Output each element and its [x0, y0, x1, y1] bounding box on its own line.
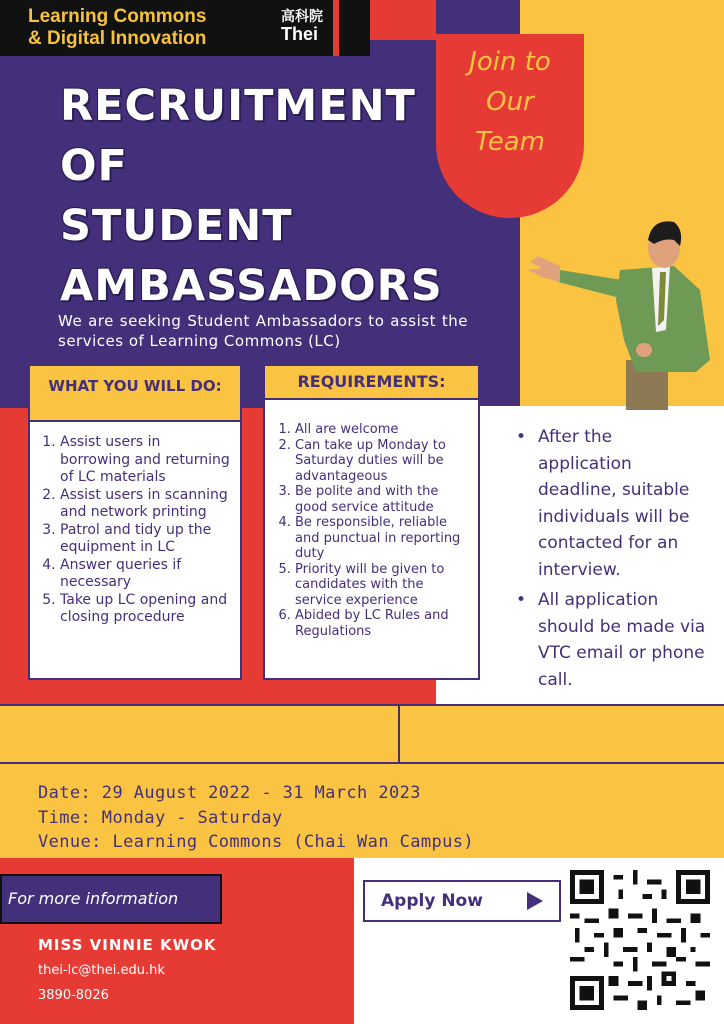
requirement-item: 3. Be polite and with the good service attitude	[295, 484, 470, 515]
what-you-will-do-box	[28, 420, 242, 680]
event-details	[38, 781, 474, 855]
play-arrow-icon	[527, 892, 543, 910]
title-line-4: AMBASSADORS	[60, 261, 443, 311]
date-text: Date: 29 August 2022 - 31 March 2023	[38, 783, 421, 803]
info-item: • All application should be made via VTC email or phone call.	[516, 587, 706, 693]
strip-divider	[398, 704, 400, 764]
requirement-item: 5. Priority will be given to candidates with the service experience	[295, 562, 470, 609]
application-info	[516, 424, 706, 693]
requirements-box	[263, 398, 480, 680]
contact-email[interactable]: thei-lc@thei.edu.hk	[38, 963, 165, 978]
apply-now-button[interactable]	[363, 880, 561, 922]
brand-bar	[333, 0, 339, 56]
yellow-strip	[0, 704, 724, 764]
red-block-top	[370, 0, 436, 40]
page-title	[60, 76, 443, 316]
venue-text: Venue: Learning Commons (Chai Wan Campus)	[38, 832, 475, 852]
contact-name: MISS VINNIE KWOK	[38, 936, 217, 954]
more-info-label: For more information	[0, 874, 222, 924]
duty-item: 3. Patrol and tidy up the equipment in LC	[60, 522, 232, 557]
qr-code-icon[interactable]	[570, 870, 710, 1010]
requirements-heading: REQUIREMENTS:	[263, 364, 480, 400]
contact-phone[interactable]: 3890-8026	[38, 988, 109, 1003]
requirement-item: 1. All are welcome	[295, 422, 470, 438]
title-line-2: OF	[60, 141, 128, 191]
brand-line-1: Learning Commons	[28, 6, 207, 27]
duty-item: 5. Take up LC opening and closing procedure	[60, 592, 232, 627]
requirement-item: 6. Abided by LC Rules and Regulations	[295, 608, 470, 639]
info-item: • After the application deadline, suitable individuals will be contacted for an interview.	[516, 424, 706, 583]
join-line-3: Team	[475, 127, 545, 157]
requirement-item: 4. Be responsible, reliable and punctual in reporting duty	[295, 515, 470, 562]
join-team-badge	[436, 34, 584, 218]
presenter-illustration	[524, 210, 724, 410]
duty-item: 2. Assist users in scanning and network printing	[60, 487, 232, 522]
join-line-2: Our	[486, 87, 534, 117]
brand-line-2: & Digital Innovation	[28, 28, 207, 49]
join-line-1: Join to	[469, 47, 551, 77]
apply-now-label: Apply Now	[381, 891, 483, 911]
what-you-will-do-heading: WHAT YOU WILL DO:	[28, 364, 242, 422]
time-text: Time: Monday - Saturday	[38, 807, 283, 828]
duty-item: 4. Answer queries if necessary	[60, 557, 232, 592]
title-line-3: STUDENT	[60, 201, 293, 251]
brand-chinese: 高科院	[281, 9, 323, 25]
subtitle: We are seeking Student Ambassadors to assist the services of Learning Commons (LC)	[58, 312, 468, 350]
duty-item: 1. Assist users in borrowing and returning of LC materials	[60, 434, 232, 487]
thei-logo: Thei	[281, 24, 319, 44]
requirement-item: 2. Can take up Monday to Saturday duties will be advantageous	[295, 438, 470, 485]
title-line-1: RECRUITMENT	[60, 81, 416, 131]
brand-banner	[0, 0, 370, 56]
